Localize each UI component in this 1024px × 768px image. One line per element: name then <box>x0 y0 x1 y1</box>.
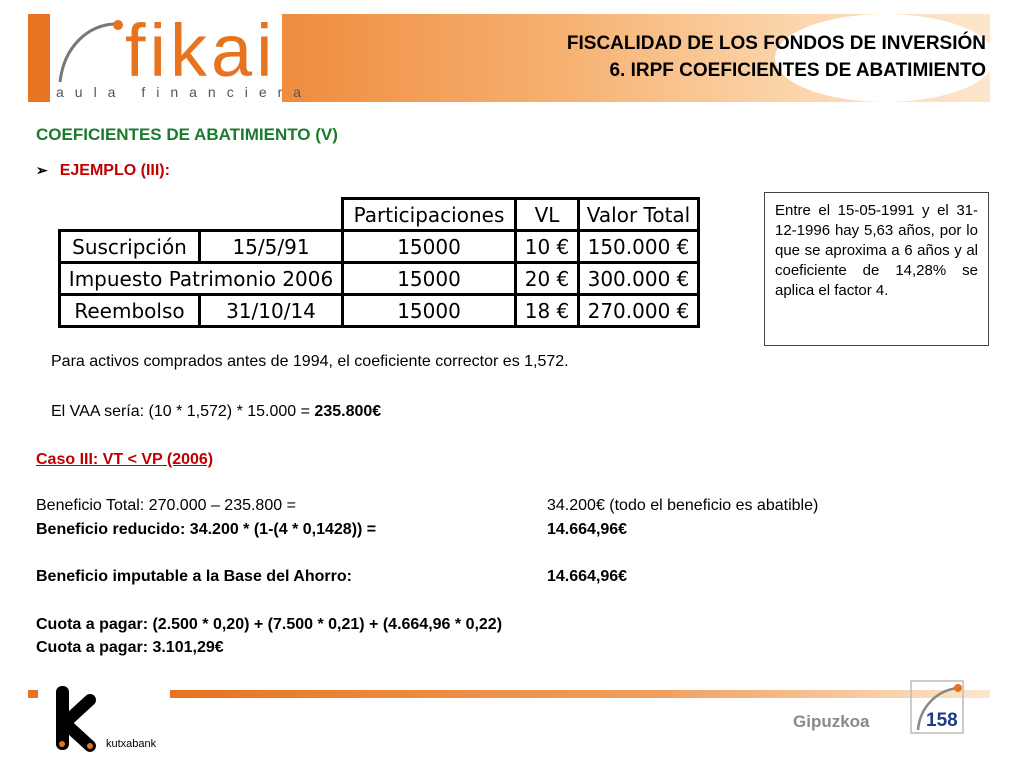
header-title-line2: 6. IRPF COEFICIENTES DE ABATIMIENTO <box>609 60 986 81</box>
beneficio-reducido-label: Beneficio reducido: 34.200 * (1-(4 * 0,1428)) = <box>36 521 377 538</box>
row-vl: 10 € <box>516 231 579 263</box>
row-total: 270.000 € <box>579 295 699 327</box>
footer-bar <box>170 690 990 698</box>
table-row <box>60 263 699 295</box>
table-row <box>60 231 699 263</box>
row-total: 150.000 € <box>579 231 699 263</box>
arrow-bullet-icon: ➢ <box>36 162 48 178</box>
kutxabank-k-logo-icon <box>52 682 102 754</box>
beneficio-imputable-label: Beneficio imputable a la Base del Ahorro: <box>36 568 352 585</box>
header-title-line1: FISCALIDAD DE LOS FONDOS DE INVERSIÓN <box>566 33 986 54</box>
footer-square <box>28 690 38 698</box>
section-title: COEFICIENTES DE ABATIMIENTO (V) <box>36 125 338 144</box>
cuota-result: Cuota a pagar: 3.101,29€ <box>36 639 224 656</box>
row-participaciones: 15000 <box>343 263 516 295</box>
row-vl: 20 € <box>516 263 579 295</box>
table-header-cell: Valor Total <box>579 199 699 231</box>
row-total: 300.000 € <box>579 263 699 295</box>
caso-heading: Caso III: VT < VP (2006) <box>36 451 214 468</box>
bullet-item <box>36 162 170 180</box>
row-participaciones: 15000 <box>343 231 516 263</box>
beneficio-total-value: 34.200€ (todo el beneficio es abatible) <box>547 497 819 514</box>
row-vl: 18 € <box>516 295 579 327</box>
region-label: Gipuzkoa <box>793 712 870 731</box>
row-participaciones: 15000 <box>343 295 516 327</box>
beneficio-total-label: Beneficio Total: 270.000 – 235.800 = <box>36 497 296 514</box>
beneficio-reducido-value: 14.664,96€ <box>547 521 628 538</box>
table-row <box>60 295 699 327</box>
cuota-formula: Cuota a pagar: (2.500 * 0,20) + (7.500 * 0,21) + (4.664,96 * 0,22) <box>36 616 503 633</box>
row-label: Reembolso <box>60 295 200 327</box>
row-label: Suscripción <box>60 231 200 263</box>
row-date: 31/10/14 <box>200 295 343 327</box>
page-number: 158 <box>926 710 958 731</box>
fikai-swoosh-icon <box>54 16 126 86</box>
brand-subtitle: aula financiera <box>56 84 313 100</box>
row-date: 15/5/91 <box>200 231 343 263</box>
para-vaa <box>51 403 381 421</box>
bullet-text: EJEMPLO (III): <box>59 162 170 179</box>
table-header-row <box>60 199 699 231</box>
row-label: Impuesto Patrimonio 2006 <box>60 263 343 295</box>
table-header-cell: Participaciones <box>343 199 516 231</box>
brand-logo-text: fikai <box>125 9 277 92</box>
table-header-cell: VL <box>516 199 579 231</box>
bank-name: kutxabank <box>106 738 157 750</box>
header-ellipse <box>775 14 995 102</box>
data-table <box>58 197 700 328</box>
para-vaa-value: 235.800€ <box>314 403 382 420</box>
para-coeficiente: Para activos comprados antes de 1994, el coeficiente corrector es 1,572. <box>51 353 569 370</box>
empty-cell <box>60 199 343 231</box>
para-vaa-text: El VAA sería: (10 * 1,572) * 15.000 = <box>51 403 315 420</box>
note-box: Entre el 15-05-1991 y el 31-12-1996 hay 5,63 años, por lo que se aproxima a 6 años y al coeficiente de 14,28% se aplica el factor 4. <box>764 192 989 346</box>
beneficio-imputable-value: 14.664,96€ <box>547 568 628 585</box>
